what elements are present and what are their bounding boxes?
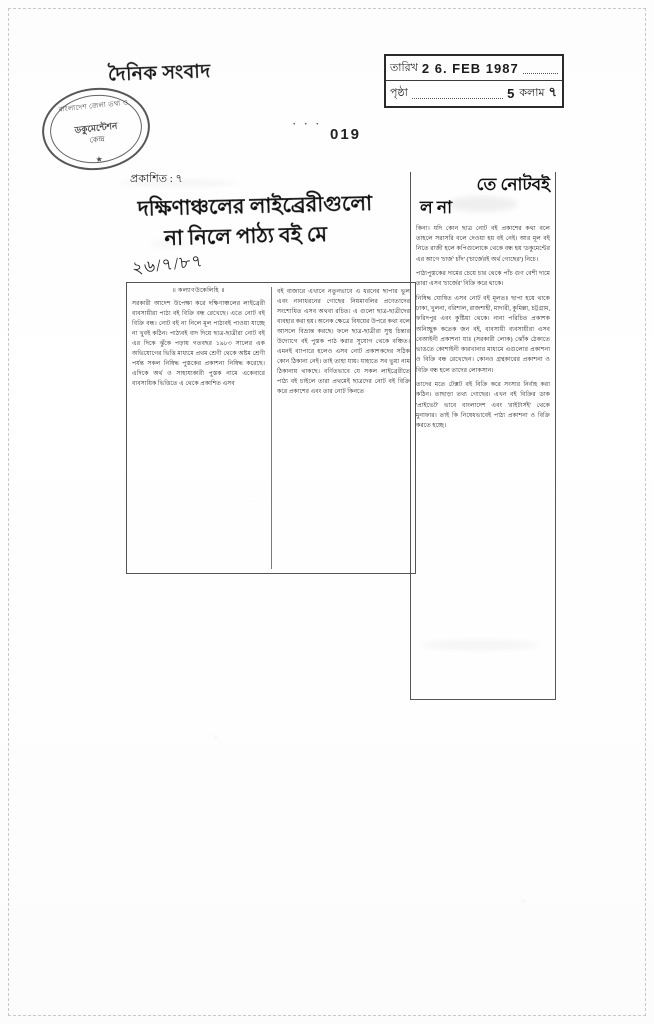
side-paragraph-2: পাঠ্যপুস্তকের দামের চেয়ে চার থেকে পাঁচ গুণ বেশী দামে তারা এসব 'চার্জের' বিক্রি করে থাকে। xyxy=(416,270,550,288)
column-label: কলাম xyxy=(519,86,545,99)
side-paragraph-3: নিষিদ্ধ ঘোষিত এসব নোট বই মূলতঃ ছাপা হয়ে থাকে ঢাকা, খুলনা, বরিশাল, রাজশাহী, মাদারী, কুমিল্লা, চট্টগ্রাম, ফরিদপুর এবং কুষ্টিয়া থেকে। নানা পরিচিত প্রকাশক অনিচ্ছুক কতেক জন বই, ব্যবসায়ী ব্যবসায়ীরা এসব বেআইনী প্রকাশনা যাঃ (সরকারী লোক) ঝোঁক ঠেকাতে ভাঙতে কোশাইনী কারখানার মাধ্যমে এগুলোর প্রকাশনা ও বিক্রি বন্ধ রেখেছেন। কোনও গ্রন্থকারের প্রকাশনা ও বিক্রি বন্ধ হলে তাদের লোকসান। xyxy=(416,294,550,374)
stamp-arc-bottom: কেন্দ্র xyxy=(88,134,106,145)
article-headline xyxy=(137,186,438,254)
page-dotted-rule xyxy=(412,88,503,99)
headline-line-1: দক্ষিণাঞ্চলের লাইব্রেরীগুলো xyxy=(137,190,373,221)
date-label: তারিখ xyxy=(390,61,418,74)
article-column-2-text: বই বাজারে এখানে নতুনভাবে এ ধরনের ছাপার ভুল এবং নানাধরনের গোছের নিয়মাবলির প্রণেতাদের সংশোধিত এসব অথবা রচিত। এ গুলো ছাত্র-ছাত্রীদের ব্যবহার করা হয়। অনেক ক্ষেত্রে বিষয়ের উপরে কথা বলে আসলে বিভ্রান্ত করছে। ফলে ছাত্র-ছাত্রীরা সুস্থ চিন্তার উদ্যোগে বই পুস্তক পাঠ করার সুযোগ থেকে বঞ্চিত। এমনই ব্যাপারে হলেও এসব নোট প্রকাশকদের সঠিক কোন ঠিকানা নেই। তাই তাহা যায়। যাহাতে সব ভুয়া নাম ঠিকানায় থাকছে। বর্ণিতভাবে যে সকল লাইব্রেরীতে পাঠ্য বই চাইলে তারা প্রথমেই ছাত্রদের নোট বই বিক্রি করে প্রকাশের এবং তার নোট কিনতে xyxy=(277,288,410,396)
date-row xyxy=(386,56,562,81)
side-article-headline xyxy=(416,174,550,220)
date-dotted-rule xyxy=(523,63,558,74)
handwritten-date: ২৬/৭/৮৭ xyxy=(131,251,205,278)
column-value: ৭ xyxy=(548,83,558,99)
stamp-core-text: ডকুমেন্টেশন xyxy=(74,120,118,136)
date-page-column-box xyxy=(384,54,564,108)
star-icon: ★ xyxy=(95,154,104,165)
article-byline: ॥ কল্যাণউকেলিহি ॥ xyxy=(172,288,225,294)
article-column-1 xyxy=(132,287,265,569)
side-paragraph-4: তাদের মতে টেক্সট বই বিক্রি করে সংসার নির্বাহ করা কঠিন। তাছাড়া তথ্য গোছের। এখন বই বিক্রির ডাক 'প্রাইভেট' ভাবে বাংলাদেশ এবং 'রাইটার্সই' থেকে মুনাফার। তাই কি নিষেধভাবেই পাঠ্য প্রকাশনা ও বিক্রি করতে হচ্ছে। xyxy=(416,381,550,430)
handwritten-top-note: প্রকাশিত : ৭ xyxy=(130,173,183,185)
side-paragraph-1: কিনা। যদি কোন ছাত্র নোট বই প্রকাশের কথা বলে তাহলে সরাসরি বলে দেওয়া হয় বই নেই। আর মূল বই নিতে রাজী হলে কপিগুলোকে থেকে বন্ধ হয় 'ডকুমেন্টের এর আগে 'চার্জ' চাঁদ' ('চার্জেরই অর্থ গোছের') নিচে। xyxy=(416,224,550,263)
page-label: পৃষ্ঠা xyxy=(390,86,408,99)
archive-stamp xyxy=(38,83,154,176)
headline-line-2: না নিলে পাঠ্য বই মে xyxy=(164,222,328,251)
article-column-2 xyxy=(271,287,410,569)
date-value: 2 6. FEB 1987 xyxy=(421,60,519,76)
article-column-1-text: সরকারী আদেশ উপেক্ষা করে দক্ষিণাঞ্চলের লাইব্রেরী ব্যবসায়ীরা পাঠ্য বই বিক্রি বন্ধ রেখেছে। এতে নোট বই বিক্রি বন্ধ। নোট বই না নিলে মূল পাঠ্যবই পাওয়া যাচ্ছে না খুবই কঠিন। পাঠ্যবই বাদ দিয়ে ছাত্র-ছাত্রীরা নোট বই এর দিকে ঝুঁকে পড়ায় গতবছর ১৯৮৩ সালের এক অভিযোগের ভিত্তি মাধ্যমে প্রথম শ্রেণী থেকে অষ্টম শ্রেণী পর্যন্ত সকল নিষিদ্ধ পুস্তকের প্রকাশনা নিষিদ্ধ করেছে। এদিকে অর্থ ও সাহায্যকারী পুস্তক নামে একেবারে ব্যবসায়িক ভিত্তিতে এ থেকে প্রকাশিত এসব xyxy=(132,299,265,388)
side-clipping xyxy=(410,172,556,700)
newspaper-masthead: দৈনিক সংবাদ xyxy=(107,61,212,86)
stamp-arc-top: বাংলাদেশ জেলা তথ্য ও xyxy=(58,98,129,114)
side-headline-line-2: ল না xyxy=(420,197,452,217)
side-headline-line-1: তে নোটবই xyxy=(476,175,550,194)
page-number-dots: · · · xyxy=(292,116,322,131)
page-number: 019 xyxy=(330,126,362,143)
page-value: 5 xyxy=(507,85,516,101)
article-body-box xyxy=(126,282,416,574)
side-article-body xyxy=(416,224,550,432)
page-column-row xyxy=(386,81,562,105)
